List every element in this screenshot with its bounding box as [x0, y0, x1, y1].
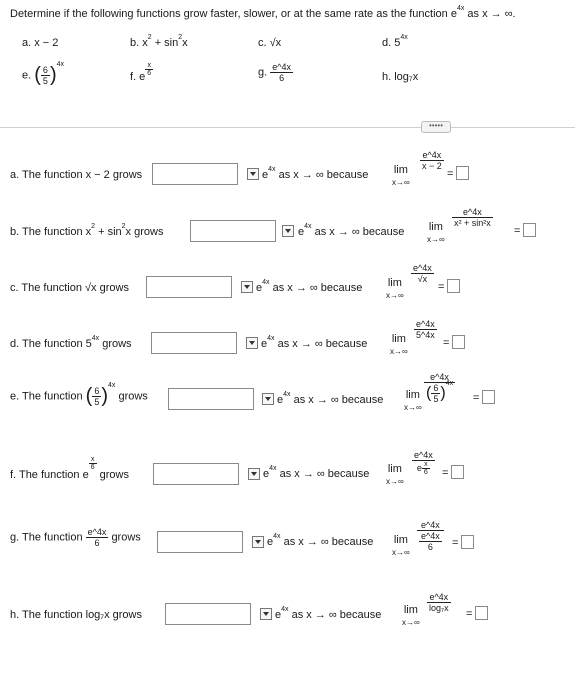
row-d-label: d. The function $5^{4x}$ grows — [10, 335, 132, 350]
row-c-text: $e^{4x}$ as x → ∞ because — [256, 279, 363, 294]
row-b-lim: lim x→∞ — [427, 221, 445, 244]
row-c-fraction: $\frac{e\^{}4x}{√x}$ — [413, 263, 432, 284]
row-c-answer-box[interactable] — [146, 276, 232, 298]
option-g: g. $\frac{e\^{}4x}{6}$ — [258, 62, 291, 83]
row-h-lim: lim x→∞ — [402, 604, 420, 627]
row-g-dropdown-icon[interactable] — [252, 536, 264, 548]
row-d-answer-box[interactable] — [151, 332, 237, 354]
row-b-answer-box[interactable] — [190, 220, 276, 242]
row-a-dropdown-icon[interactable] — [247, 168, 259, 180]
row-h-fraction: $\frac{e\^{}4x}{\text{log₇x}}$ — [429, 592, 449, 613]
row-a-eq: = — [447, 168, 454, 180]
row-g-label: g. The function $\frac{e\^{}4x}{6}$ grows — [10, 527, 141, 548]
option-d: d. $5^{4x}$ — [382, 34, 408, 49]
row-h-text: $e^{4x}$ as x → ∞ because — [275, 606, 382, 621]
row-b-limit-input[interactable] — [523, 223, 536, 237]
row-g-limit-input[interactable] — [461, 535, 474, 549]
row-e-answer-box[interactable] — [168, 388, 254, 410]
row-f-limit-input[interactable] — [451, 465, 464, 479]
row-a-fraction: $\frac{e\^{}4x}{x - 2}$ — [422, 150, 442, 171]
row-f-dropdown-icon[interactable] — [248, 468, 260, 480]
row-d-text: $e^{4x}$ as x → ∞ because — [261, 335, 368, 350]
row-e-fraction: e^4x ( $\frac{6}{5}$ )$^{4x}$ — [426, 372, 454, 404]
row-b-label: b. The function $x^2 + \sin^2x$ grows — [10, 223, 164, 238]
row-f-fraction: e^4x e $\frac{x}{6}$ — [414, 450, 433, 476]
row-b-dropdown-icon[interactable] — [282, 225, 294, 237]
row-b-fraction: $\frac{e\^{}4x}{\text{x² + sin²x}}$ — [454, 207, 491, 228]
row-d-dropdown-icon[interactable] — [246, 337, 258, 349]
row-a-text: $e^{4x}$ as x → ∞ because — [262, 166, 369, 181]
row-e-eq: = — [473, 392, 480, 404]
row-e-text: $e^{4x}$ as x → ∞ because — [277, 391, 384, 406]
row-h-limit-input[interactable] — [475, 606, 488, 620]
row-a-answer-box[interactable] — [152, 163, 238, 185]
row-c-dropdown-icon[interactable] — [241, 281, 253, 293]
question-text: Determine if the following functions grow faster, slower, or at the same rate as the function $e^{4x}$ as x → ∞. — [10, 5, 516, 20]
row-a-label: a. The function x − 2 grows — [10, 169, 143, 181]
row-e-label: e. The function ( $\frac{6}{5}$ )$^{4x}$ grows — [10, 382, 148, 407]
option-h: h. log₇x — [382, 71, 419, 83]
option-b: b. $x^2 + \sin^2x$ — [130, 34, 188, 49]
row-g-text: $e^{4x}$ as x → ∞ because — [267, 533, 374, 548]
row-g-eq: = — [452, 537, 459, 549]
row-d-fraction: $\frac{e\^{}4x}{5\^{}4x}$ — [416, 319, 435, 340]
row-b-eq: = — [514, 225, 521, 237]
row-h-label: h. The function log₇x grows — [10, 609, 142, 621]
row-c-eq: = — [438, 281, 445, 293]
row-c-limit-input[interactable] — [447, 279, 460, 293]
row-c-label: c. The function √x grows — [10, 282, 129, 294]
row-d-lim: lim x→∞ — [390, 333, 408, 356]
row-e-lim: lim x→∞ — [404, 389, 422, 412]
row-f-label: f. The function e $\frac{x}{6}$ grows — [10, 456, 129, 482]
row-b-text: $e^{4x}$ as x → ∞ because — [298, 223, 405, 238]
row-e-dropdown-icon[interactable] — [262, 393, 274, 405]
row-f-eq: = — [442, 467, 449, 479]
option-c: c. √x — [258, 37, 282, 49]
row-h-eq: = — [466, 608, 473, 620]
option-f: f. e $\frac{x}{6}$ — [130, 62, 152, 84]
row-f-answer-box[interactable] — [153, 463, 239, 485]
row-h-answer-box[interactable] — [165, 603, 251, 625]
row-f-text: $e^{4x}$ as x → ∞ because — [263, 465, 370, 480]
row-e-limit-input[interactable] — [482, 390, 495, 404]
row-f-lim: lim x→∞ — [386, 463, 404, 486]
row-a-lim: lim x→∞ — [392, 164, 410, 187]
row-a-limit-input[interactable] — [456, 166, 469, 180]
row-d-eq: = — [443, 337, 450, 349]
row-g-answer-box[interactable] — [157, 531, 243, 553]
row-d-limit-input[interactable] — [452, 335, 465, 349]
option-e: e. ( $\frac{6}{5}$ )$^{4x}$ — [22, 61, 65, 86]
option-a: a. x − 2 — [22, 37, 59, 49]
row-g-fraction: $\frac{e\^{}4x}{\frac{e\^{}4x}{6}}$ — [417, 520, 444, 552]
row-c-lim: lim x→∞ — [386, 277, 404, 300]
row-g-lim: lim x→∞ — [392, 534, 410, 557]
divider — [0, 127, 575, 128]
row-h-dropdown-icon[interactable] — [260, 608, 272, 620]
expand-button[interactable]: ••••• — [421, 121, 451, 133]
